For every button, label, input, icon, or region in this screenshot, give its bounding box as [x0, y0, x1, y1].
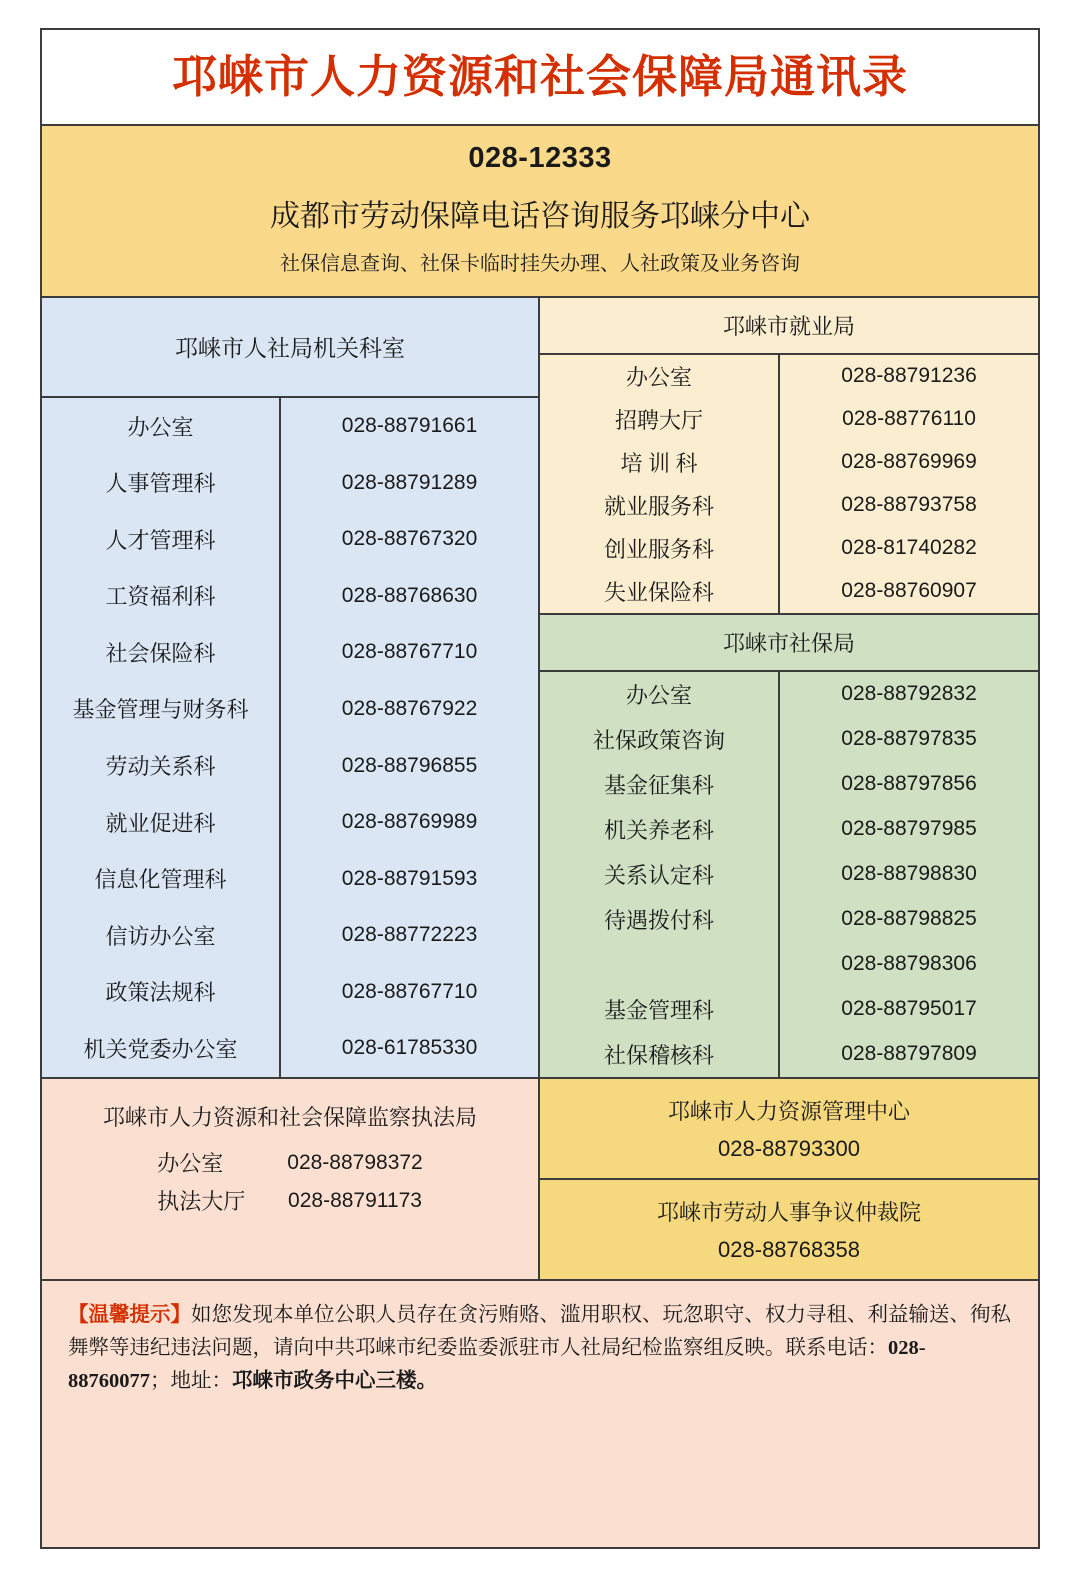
social-security-bureau-header: 邛崃市社保局	[540, 615, 1038, 672]
table-row	[42, 567, 538, 624]
hotline-band	[42, 126, 1038, 298]
department-name: 办公室	[157, 1151, 224, 1177]
table-row	[42, 737, 538, 794]
hotline-description: 社保信息查询、社保卡临时挂失办理、人社政策及业务咨询	[280, 252, 800, 275]
table-row	[540, 897, 1038, 942]
table-row	[540, 672, 1038, 717]
department-name: 信息化管理科	[42, 850, 280, 907]
arbitration-block	[540, 1180, 1038, 1279]
table-row	[42, 624, 538, 681]
department-name: 基金管理与财务科	[42, 681, 280, 738]
table-row	[42, 850, 538, 907]
department-phone: 028-88797985	[841, 817, 977, 841]
department-phone: 028-88767710	[341, 979, 478, 1003]
hotline-center-name: 成都市劳动保障电话咨询服务邛崃分中心	[270, 199, 810, 233]
table-row	[540, 355, 1038, 398]
table-row	[540, 717, 1038, 762]
table-row	[42, 454, 538, 511]
department-phone: 028-88796855	[341, 753, 478, 777]
social-security-bureau-block	[540, 615, 1038, 1077]
department-phone: 028-88767320	[341, 527, 478, 551]
department-name: 执法大厅	[157, 1189, 246, 1215]
department-name: 社保政策咨询	[540, 717, 779, 762]
department-name: 人事管理科	[42, 454, 280, 511]
department-phone: 028-88798372	[287, 1150, 423, 1174]
table-row	[42, 398, 538, 455]
department-name: 社会保险科	[42, 624, 280, 681]
department-phone: 028-88798306	[841, 952, 977, 976]
department-phone: 028-88776110	[842, 407, 976, 431]
departments-body	[42, 398, 538, 1077]
department-name: 基金征集科	[540, 762, 779, 807]
department-name: 基金管理科	[540, 987, 779, 1032]
lower-section	[42, 1079, 1038, 1281]
department-name: 劳动关系科	[42, 737, 280, 794]
department-name: 机关养老科	[540, 807, 779, 852]
notice-text-part2: ；地址：	[150, 1370, 232, 1393]
department-phone: 028-88798830	[841, 862, 977, 886]
department-phone: 028-88760907	[841, 579, 977, 603]
table-row	[157, 1182, 422, 1220]
department-phone: 028-88769969	[841, 450, 977, 474]
department-phone: 028-88791593	[341, 866, 478, 890]
department-name: 办公室	[540, 355, 779, 398]
departments-table	[42, 398, 538, 1077]
departments-header: 邛崃市人社局机关科室	[42, 298, 538, 398]
hotline-number: 028-12333	[468, 141, 612, 174]
department-name: 待遇拨付科	[540, 897, 779, 942]
middle-section	[42, 298, 1038, 1079]
department-name: 就业促进科	[42, 794, 280, 851]
department-phone: 028-88797835	[841, 727, 977, 751]
table-row	[42, 681, 538, 738]
table-row	[540, 441, 1038, 484]
department-name: 工资福利科	[42, 567, 280, 624]
table-row	[157, 1144, 422, 1182]
page-title: 邛崃市人力资源和社会保障局通讯录	[171, 52, 908, 102]
employment-bureau-header: 邛崃市就业局	[540, 298, 1038, 355]
table-row	[540, 1032, 1038, 1077]
department-phone: 028-88791173	[288, 1188, 422, 1212]
contact-directory-sheet	[40, 28, 1040, 1549]
department-phone: 028-88797856	[841, 772, 977, 796]
table-row	[540, 987, 1038, 1032]
table-row	[540, 852, 1038, 897]
department-phone: 028-88797809	[841, 1042, 977, 1066]
department-name: 人才管理科	[42, 511, 280, 568]
notice-tag: 【温馨提示】	[68, 1303, 191, 1326]
table-row	[540, 762, 1038, 807]
department-phone: 028-61785330	[341, 1036, 478, 1060]
table-row	[540, 942, 1038, 987]
arbitration-phone: 028-88768358	[718, 1236, 860, 1262]
department-phone: 028-88767922	[341, 696, 478, 720]
department-name: 招聘大厅	[540, 398, 779, 441]
department-name: 培 训 科	[540, 441, 779, 484]
department-name: 社保稽核科	[540, 1032, 779, 1077]
table-row	[42, 794, 538, 851]
department-phone: 028-88792832	[841, 682, 977, 706]
hr-center-name: 邛崃市人力资源管理中心	[667, 1098, 910, 1124]
notice-address: 邛崃市政务中心三楼。	[232, 1370, 437, 1393]
department-phone: 028-88791661	[341, 414, 478, 438]
employment-bureau-table	[540, 355, 1038, 613]
table-row	[42, 964, 538, 1021]
department-name: 政策法规科	[42, 964, 280, 1021]
table-row	[42, 1020, 538, 1077]
right-column	[540, 298, 1038, 1077]
department-phone: 028-88769989	[341, 810, 478, 834]
social-security-bureau-table	[540, 672, 1038, 1077]
department-phone: 028-88767710	[341, 640, 478, 664]
department-phone: 028-88768630	[341, 583, 478, 607]
hr-center-phone: 028-88793300	[718, 1135, 860, 1161]
department-name	[540, 942, 779, 987]
supervision-table	[157, 1144, 422, 1220]
lower-right-column	[540, 1079, 1038, 1279]
department-name: 创业服务科	[540, 527, 779, 570]
employment-bureau-block	[540, 298, 1038, 615]
department-name: 办公室	[540, 672, 779, 717]
notice-text-part1: 如您发现本单位公职人员存在贪污贿赂、滥用职权、玩忽职守、权力寻租、利益输送、徇私舞弊等违纪违法问题，请向中共邛崃市纪委监委派驻市人社局纪检监察组反映。联系电话：	[68, 1303, 1011, 1359]
department-phone: 028-88795017	[841, 997, 977, 1021]
table-row	[540, 484, 1038, 527]
table-row	[540, 570, 1038, 613]
departments-block	[42, 298, 540, 1077]
arbitration-name: 邛崃市劳动人事争议仲裁院	[656, 1199, 921, 1225]
table-row	[540, 398, 1038, 441]
notice-block	[42, 1281, 1038, 1547]
department-name: 失业保险科	[540, 570, 779, 613]
department-phone: 028-88772223	[341, 923, 478, 947]
department-name: 办公室	[42, 398, 280, 455]
supervision-header: 邛崃市人力资源和社会保障监察执法局	[102, 1104, 477, 1130]
table-row	[42, 511, 538, 568]
notice-phone: 028-88760077	[68, 1336, 926, 1393]
table-row	[540, 807, 1038, 852]
department-phone: 028-88793758	[841, 493, 977, 517]
table-row	[540, 527, 1038, 570]
hr-center-block	[540, 1079, 1038, 1180]
department-name: 关系认定科	[540, 852, 779, 897]
table-row	[42, 907, 538, 964]
title-band	[42, 30, 1038, 126]
department-phone: 028-88791289	[341, 470, 478, 494]
department-phone: 028-88791236	[841, 364, 977, 388]
department-name: 信访办公室	[42, 907, 280, 964]
department-phone: 028-88798825	[841, 907, 977, 931]
department-name: 机关党委办公室	[42, 1020, 280, 1077]
supervision-block	[42, 1079, 540, 1279]
department-phone: 028-81740282	[841, 536, 977, 560]
social-security-bureau-body	[540, 672, 1038, 1077]
department-name: 就业服务科	[540, 484, 779, 527]
